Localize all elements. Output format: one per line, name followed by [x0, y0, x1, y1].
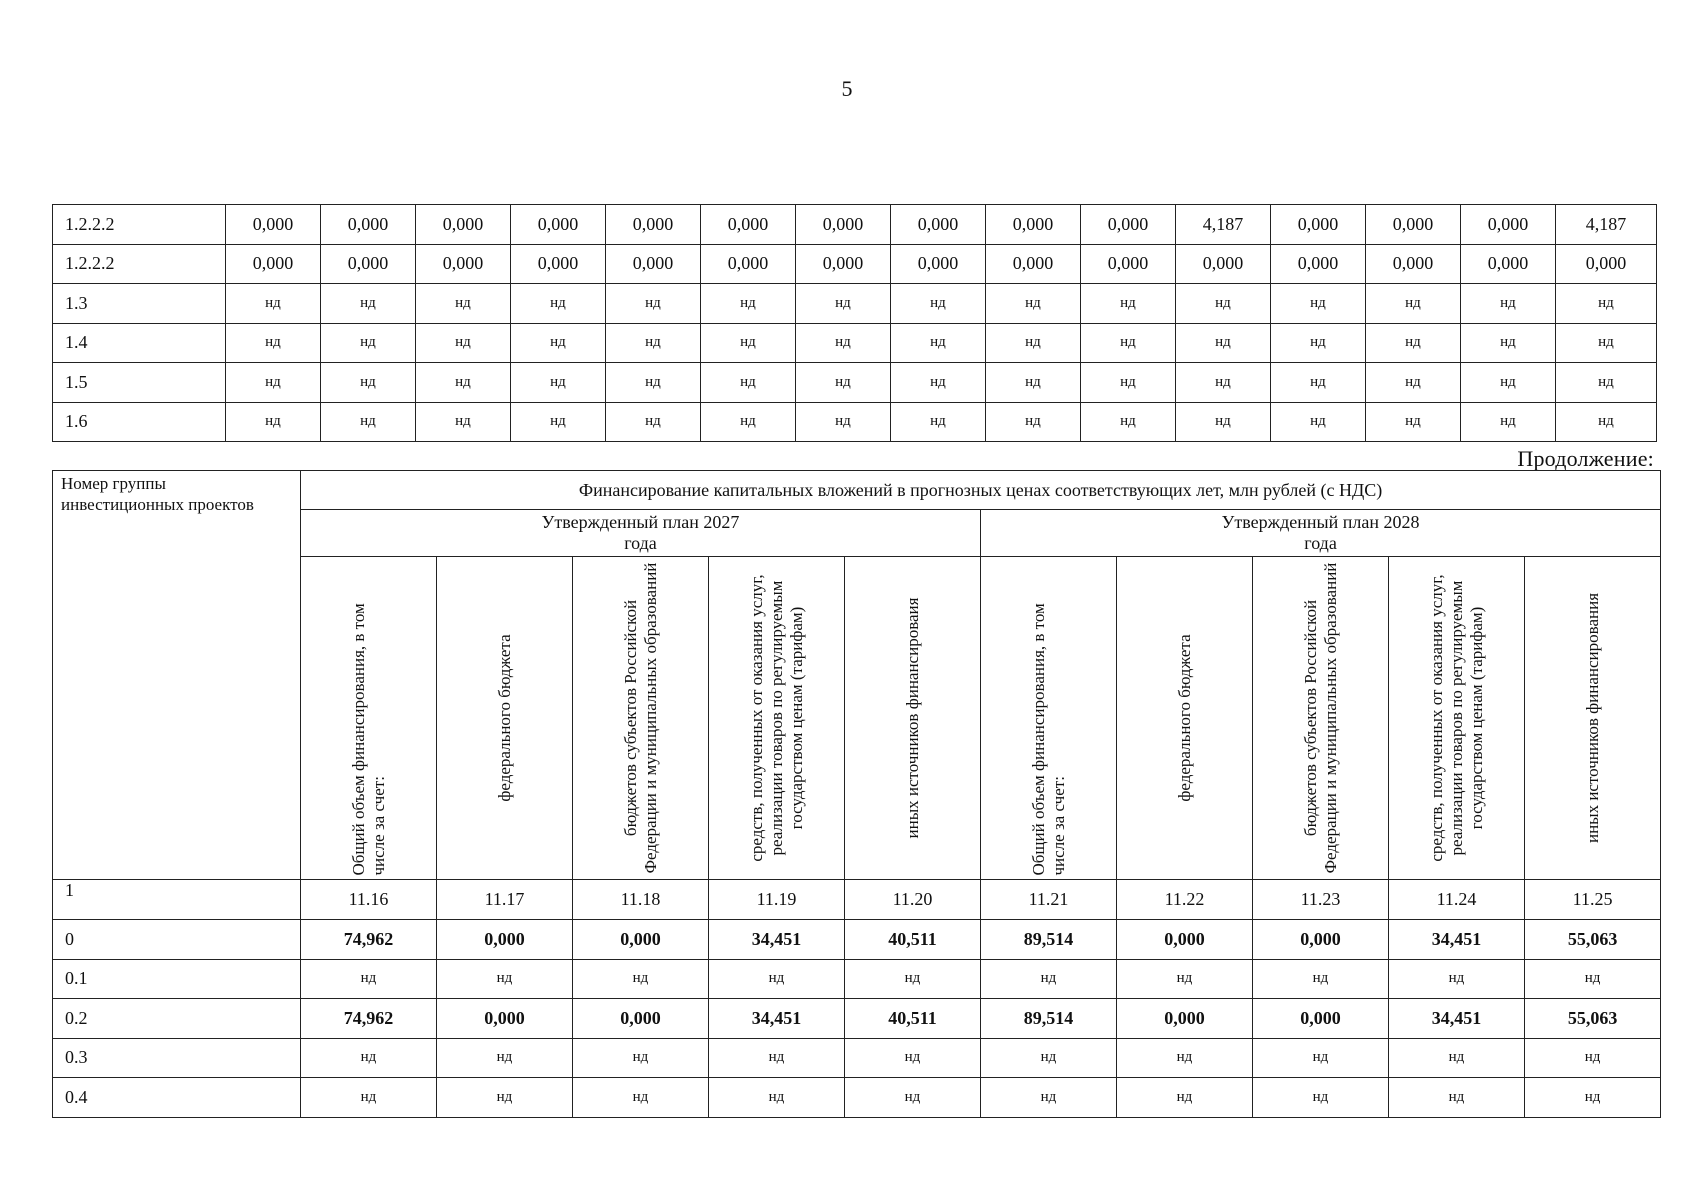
table-cell: нд — [986, 284, 1081, 324]
table-cell: нд — [573, 1038, 709, 1078]
table-cell: 0,000 — [1366, 244, 1461, 284]
table-cell: нд — [1117, 1078, 1253, 1118]
table-cell: нд — [1461, 323, 1556, 363]
column-number: 11.20 — [845, 880, 981, 920]
plan-2028-text: Утвержденный план 2028 года — [1221, 512, 1420, 553]
column-number: 11.16 — [301, 880, 437, 920]
table-cell: нд — [226, 323, 321, 363]
table-cell: 40,511 — [845, 999, 981, 1039]
table-cell: нд — [1081, 363, 1176, 403]
table-cell: нд — [891, 363, 986, 403]
table-cell: нд — [891, 284, 986, 324]
table-cell: нд — [1525, 1078, 1661, 1118]
table-row — [53, 244, 1657, 284]
table-cell: нд — [511, 323, 606, 363]
table-cell: нд — [1271, 323, 1366, 363]
table-cell: нд — [321, 323, 416, 363]
table-cell: 0,000 — [416, 205, 511, 245]
col-header-text: Общий объем финансирования, в том числе за счет: — [348, 603, 388, 876]
table-cell: нд — [891, 402, 986, 442]
column-number: 11.23 — [1253, 880, 1389, 920]
table-cell: 34,451 — [1389, 920, 1525, 960]
table-row — [53, 363, 1657, 403]
financing-table — [52, 470, 1661, 1118]
table-cell: нд — [845, 1078, 981, 1118]
table-cell: нд — [981, 1038, 1117, 1078]
column-number: 11.24 — [1389, 880, 1525, 920]
table-row — [53, 1078, 1661, 1118]
table-cell: нд — [301, 959, 437, 999]
table-cell: 89,514 — [981, 999, 1117, 1039]
table-cell: нд — [573, 1078, 709, 1118]
table-cell: нд — [845, 1038, 981, 1078]
col-header-text: средств, полученных от оказания услуг, реализации товаров по регулируемым государством ценам (тарифам) — [746, 574, 806, 862]
table-row — [53, 205, 1657, 245]
table-cell: 0,000 — [1461, 244, 1556, 284]
table-cell: нд — [1253, 1038, 1389, 1078]
table-cell: нд — [1556, 402, 1657, 442]
table-cell: 0,000 — [573, 999, 709, 1039]
table-cell: 0,000 — [1253, 999, 1389, 1039]
table-cell: нд — [1176, 323, 1271, 363]
table-cell: нд — [226, 363, 321, 403]
table-cell: нд — [796, 323, 891, 363]
table-cell: 0,000 — [437, 920, 573, 960]
table-cell: нд — [416, 284, 511, 324]
table-cell: нд — [1461, 284, 1556, 324]
table-cell: 0,000 — [226, 205, 321, 245]
table-row — [53, 284, 1657, 324]
table-cell: нд — [511, 284, 606, 324]
row-label: 1.5 — [53, 363, 226, 403]
col-header-federal-2027 — [437, 557, 573, 880]
table-cell: нд — [981, 1078, 1117, 1118]
table-cell: нд — [891, 323, 986, 363]
table-cell: 0,000 — [1081, 205, 1176, 245]
col-header-other-2028 — [1525, 557, 1661, 880]
col-header-text: бюджетов субъектов Российской Федерации и муниципальных образований — [1300, 562, 1340, 874]
table-cell: 0,000 — [416, 244, 511, 284]
table-cell: нд — [1253, 959, 1389, 999]
table-cell: нд — [1556, 363, 1657, 403]
column-number: 11.18 — [573, 880, 709, 920]
table-cell: нд — [1461, 402, 1556, 442]
table-cell: нд — [1081, 323, 1176, 363]
table-cell: нд — [1389, 959, 1525, 999]
col-header-regional-2028 — [1253, 557, 1389, 880]
table-cell: нд — [796, 402, 891, 442]
table-cell: нд — [701, 402, 796, 442]
table-cell: нд — [301, 1038, 437, 1078]
column-number-row — [53, 880, 1661, 920]
table-cell: нд — [1366, 402, 1461, 442]
col-header-text: Общий объем финансирования, в том числе за счет: — [1028, 603, 1068, 876]
table-cell: нд — [1253, 1078, 1389, 1118]
financing-header: Финансирование капитальных вложений в прогнозных ценах соответствующих лет, млн рублей (с НДС) — [301, 471, 1661, 510]
table-cell: 0,000 — [437, 999, 573, 1039]
group-number-header: Номер группы инвестиционных проектов — [53, 471, 301, 880]
plan-2027-header — [301, 510, 981, 557]
table-cell: нд — [606, 363, 701, 403]
table-cell: 0,000 — [986, 244, 1081, 284]
table-cell: нд — [301, 1078, 437, 1118]
table-cell: 0,000 — [796, 244, 891, 284]
row-label: 1.2.2.2 — [53, 244, 226, 284]
table-cell: нд — [796, 363, 891, 403]
table-cell: нд — [416, 402, 511, 442]
table-cell: нд — [1366, 323, 1461, 363]
table-cell: нд — [986, 363, 1081, 403]
row-label: 1.6 — [53, 402, 226, 442]
table-cell: нд — [701, 363, 796, 403]
table-cell: 0,000 — [226, 244, 321, 284]
table-cell: нд — [709, 959, 845, 999]
table-cell: нд — [321, 284, 416, 324]
table-cell: 0,000 — [1556, 244, 1657, 284]
table-cell: нд — [1176, 363, 1271, 403]
table-cell: нд — [1366, 284, 1461, 324]
table-cell: 55,063 — [1525, 999, 1661, 1039]
table-row — [53, 920, 1661, 960]
col-header-tariff-2027 — [709, 557, 845, 880]
table-cell: 0,000 — [1081, 244, 1176, 284]
column-number: 11.25 — [1525, 880, 1661, 920]
row-label: 1.3 — [53, 284, 226, 324]
table-cell: 34,451 — [1389, 999, 1525, 1039]
table-cell: нд — [709, 1078, 845, 1118]
table-cell: нд — [701, 284, 796, 324]
table-cell: нд — [321, 363, 416, 403]
table-cell: 34,451 — [709, 920, 845, 960]
table-cell: нд — [1525, 1038, 1661, 1078]
table-cell: 0,000 — [1176, 244, 1271, 284]
table-cell: нд — [1081, 284, 1176, 324]
row-label: 1.2.2.2 — [53, 205, 226, 245]
table-cell: нд — [1366, 363, 1461, 403]
col-header-total-2028 — [981, 557, 1117, 880]
row-label: 1.4 — [53, 323, 226, 363]
column-number: 11.19 — [709, 880, 845, 920]
table-row — [53, 1038, 1661, 1078]
table-cell: нд — [986, 402, 1081, 442]
column-number: 11.22 — [1117, 880, 1253, 920]
table-row — [53, 999, 1661, 1039]
table-cell: 0,000 — [1253, 920, 1389, 960]
table-cell: нд — [701, 323, 796, 363]
row-label: 0 — [53, 920, 301, 960]
table-cell: нд — [416, 323, 511, 363]
table-cell: 0,000 — [321, 205, 416, 245]
table-cell: 4,187 — [1556, 205, 1657, 245]
table-cell: 0,000 — [1271, 244, 1366, 284]
col-header-text: средств, полученных от оказания услуг, реализации товаров по регулируемым государством ценам (тарифам) — [1426, 574, 1486, 862]
col-header-tariff-2028 — [1389, 557, 1525, 880]
table-cell: нд — [511, 402, 606, 442]
table-cell: нд — [1081, 402, 1176, 442]
table-row — [53, 402, 1657, 442]
plan-2028-header — [981, 510, 1661, 557]
table-cell: нд — [1525, 959, 1661, 999]
table-cell: нд — [437, 1078, 573, 1118]
table-cell: нд — [1271, 284, 1366, 324]
table-cell: 0,000 — [1271, 205, 1366, 245]
table-cell: 0,000 — [796, 205, 891, 245]
table-cell: нд — [986, 323, 1081, 363]
table-cell: нд — [606, 402, 701, 442]
table-cell: 0,000 — [1117, 999, 1253, 1039]
col-header-federal-2028 — [1117, 557, 1253, 880]
table-cell: нд — [796, 284, 891, 324]
table-row — [53, 323, 1657, 363]
table-cell: 0,000 — [511, 244, 606, 284]
table-cell: 74,962 — [301, 999, 437, 1039]
table-cell: нд — [1117, 1038, 1253, 1078]
table-cell: 0,000 — [606, 244, 701, 284]
table-cell: нд — [981, 959, 1117, 999]
table-cell: нд — [226, 402, 321, 442]
col-header-text: иных источников финансирования — [1582, 592, 1602, 844]
row-label: 0.4 — [53, 1078, 301, 1118]
table-cell: 89,514 — [981, 920, 1117, 960]
col-header-text: федерального бюджета — [1174, 634, 1194, 802]
row-label: 1 — [53, 880, 301, 920]
table-cell: 55,063 — [1525, 920, 1661, 960]
col-header-total-2027 — [301, 557, 437, 880]
table-cell: нд — [1117, 959, 1253, 999]
plan-2027-text: Утвержденный план 2027 года — [541, 512, 740, 553]
table-cell: 0,000 — [321, 244, 416, 284]
column-number: 11.21 — [981, 880, 1117, 920]
table-cell: 40,511 — [845, 920, 981, 960]
table-cell: 0,000 — [1117, 920, 1253, 960]
col-header-text: иных источников финансироваия — [902, 597, 922, 839]
table-cell: 0,000 — [986, 205, 1081, 245]
row-label: 0.2 — [53, 999, 301, 1039]
table-cell: нд — [1389, 1038, 1525, 1078]
table-cell: нд — [1176, 402, 1271, 442]
row-label: 0.3 — [53, 1038, 301, 1078]
col-header-text: федерального бюджета — [494, 634, 514, 802]
col-header-other-2027 — [845, 557, 981, 880]
table-cell: нд — [416, 363, 511, 403]
table-cell: нд — [437, 959, 573, 999]
table-cell: нд — [845, 959, 981, 999]
table-cell: 0,000 — [606, 205, 701, 245]
table-cell: 4,187 — [1176, 205, 1271, 245]
table-cell: нд — [606, 323, 701, 363]
col-header-regional-2027 — [573, 557, 709, 880]
continuation-label: Продолжение: — [1517, 446, 1654, 471]
page-number: 5 — [841, 76, 853, 101]
table-cell: 0,000 — [701, 244, 796, 284]
column-number: 11.17 — [437, 880, 573, 920]
table-cell: 0,000 — [1366, 205, 1461, 245]
table-cell: нд — [709, 1038, 845, 1078]
table-cell: 0,000 — [701, 205, 796, 245]
table-cell: 0,000 — [511, 205, 606, 245]
continued-data-table — [52, 204, 1657, 442]
table-cell: нд — [1271, 363, 1366, 403]
table-cell: 0,000 — [573, 920, 709, 960]
table-cell: нд — [1176, 284, 1271, 324]
table-cell: нд — [1389, 1078, 1525, 1118]
table-cell: нд — [511, 363, 606, 403]
table-row — [53, 959, 1661, 999]
col-header-text: бюджетов субъектов Российской Федерации и муниципальных образований — [620, 562, 660, 874]
table-cell: нд — [1556, 284, 1657, 324]
table-cell: 0,000 — [891, 205, 986, 245]
table-cell: 74,962 — [301, 920, 437, 960]
table-cell: нд — [226, 284, 321, 324]
row-label: 0.1 — [53, 959, 301, 999]
table-cell: нд — [321, 402, 416, 442]
table-cell: 0,000 — [1461, 205, 1556, 245]
table-cell: нд — [1556, 323, 1657, 363]
table-cell: нд — [1461, 363, 1556, 403]
table-cell: нд — [606, 284, 701, 324]
table-cell: нд — [437, 1038, 573, 1078]
table-cell: нд — [1271, 402, 1366, 442]
table-cell: 34,451 — [709, 999, 845, 1039]
table-cell: нд — [573, 959, 709, 999]
table-cell: 0,000 — [891, 244, 986, 284]
